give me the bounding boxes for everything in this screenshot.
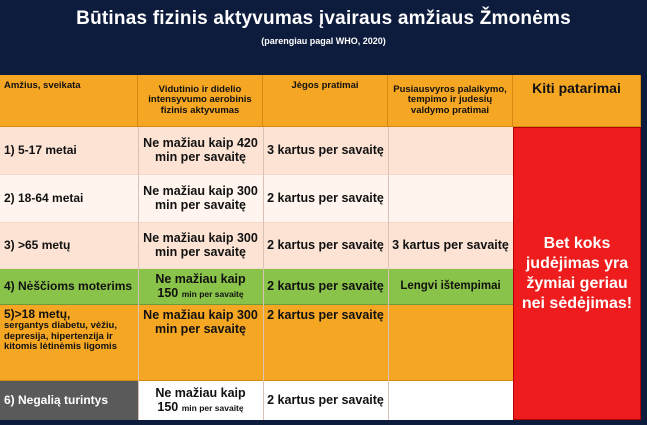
header-balance: Pusiausvyros palaikymo, tempimo ir judesių valdymo pratimai bbox=[388, 75, 513, 127]
row2-aerobic: Ne mažiau kaip 300 min per savaitę bbox=[138, 175, 263, 223]
row5-age-sub: sergantys diabetu, vėžiu, depresija, hipertenzija ir kitomis lėtinėmis ligomis bbox=[4, 320, 117, 353]
row4-aerobic-num: 150 bbox=[157, 285, 179, 300]
row6-balance bbox=[388, 381, 513, 420]
row4-age: 4) Nėščioms moterims bbox=[0, 269, 138, 305]
row5-age bbox=[0, 305, 138, 381]
row3-age: 3) >65 metų bbox=[0, 223, 138, 269]
row6-aerobic-tail: min per savaitę bbox=[181, 402, 244, 413]
column-divider bbox=[388, 127, 389, 420]
row1-age: 1) 5-17 metai bbox=[0, 127, 138, 175]
row6-aerobic-main: Ne mažiau kaip bbox=[155, 385, 246, 400]
row5-balance bbox=[388, 305, 513, 381]
column-divider bbox=[138, 127, 139, 420]
row6-age: 6) Negalią turintys bbox=[0, 381, 138, 420]
header-aerobic: Vidutinio ir didelio intensyvumo aerobinis fizinis aktyvumas bbox=[138, 75, 263, 127]
page-title: Būtinas fizinis aktyvumas įvairaus amžiaus Žmonėms bbox=[76, 8, 571, 29]
row5-age-main: 5)>18 metų, bbox=[4, 307, 71, 321]
header-other: Kiti patarimai bbox=[513, 75, 641, 127]
advice-box: Bet koks judėjimas yra žymiai geriau nei sėdėjimas! bbox=[513, 127, 641, 420]
row6-aerobic bbox=[138, 381, 263, 420]
row6-aerobic-num: 150 bbox=[157, 399, 179, 414]
header-age: Amžius, sveikata bbox=[0, 75, 138, 127]
row1-strength: 3 kartus per savaitę bbox=[263, 127, 388, 175]
row3-strength: 2 kartus per savaitę bbox=[263, 223, 388, 269]
page-subtitle: (parengiau pagal WHO, 2020) bbox=[261, 36, 386, 46]
row4-aerobic-main: Ne mažiau kaip bbox=[155, 271, 246, 286]
row5-aerobic: Ne mažiau kaip 300 min per savaitę bbox=[138, 305, 263, 381]
header-strength: Jėgos pratimai bbox=[263, 75, 388, 127]
row3-balance: 3 kartus per savaitę bbox=[388, 223, 513, 269]
row2-age: 2) 18-64 metai bbox=[0, 175, 138, 223]
row2-balance bbox=[388, 175, 513, 223]
row5-strength: 2 kartus per savaitę bbox=[263, 305, 388, 381]
row1-balance bbox=[388, 127, 513, 175]
row2-strength: 2 kartus per savaitę bbox=[263, 175, 388, 223]
row3-aerobic: Ne mažiau kaip 300 min per savaitę bbox=[138, 223, 263, 269]
row4-balance: Lengvi ištempimai bbox=[388, 269, 513, 305]
row6-strength: 2 kartus per savaitę bbox=[263, 381, 388, 420]
row4-aerobic-tail: min per savaitę bbox=[181, 288, 244, 299]
row4-aerobic bbox=[138, 269, 263, 305]
row4-strength: 2 kartus per savaitę bbox=[263, 269, 388, 305]
column-divider bbox=[263, 127, 264, 420]
row1-aerobic: Ne mažiau kaip 420 min per savaitę bbox=[138, 127, 263, 175]
